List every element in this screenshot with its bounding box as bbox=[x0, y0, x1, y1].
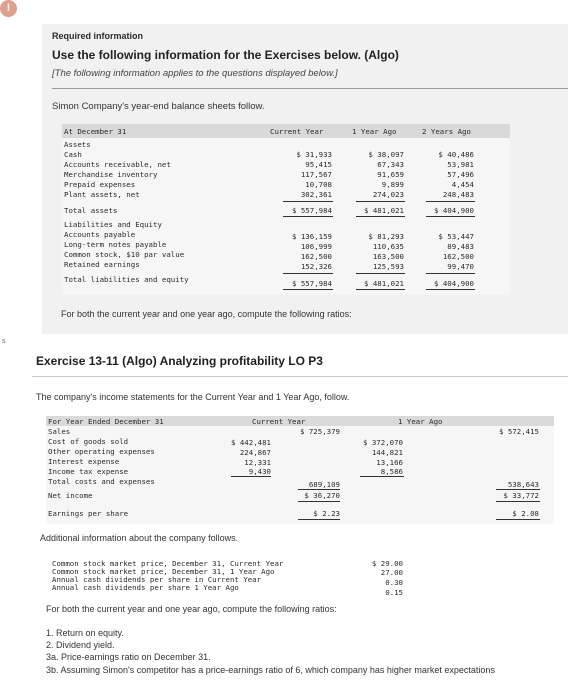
bs-plant-2yr: 248,483 bbox=[442, 190, 474, 199]
div-cur-label: Annual cash dividends per share in Current Year bbox=[52, 575, 262, 584]
price-1yr-value: 27.00 bbox=[380, 568, 403, 577]
bs-plant-cur: 302,361 bbox=[300, 190, 332, 199]
bs-common-label: Common stock, $10 par value bbox=[64, 250, 185, 259]
bs-total-assets-2yr: $ 404,900 bbox=[433, 206, 474, 215]
bs-ar-label: Accounts receivable, net bbox=[64, 160, 171, 169]
is-opex-cur: 224,867 bbox=[239, 448, 271, 457]
exercise-title: Exercise 13-11 (Algo) Analyzing profitability LO P3 bbox=[36, 354, 323, 368]
bs-total-assets-cur: $ 557,984 bbox=[291, 206, 332, 215]
bs-underline bbox=[283, 273, 333, 274]
bs-ar-1yr: 67,343 bbox=[377, 160, 404, 169]
is-total-costs-label: Total costs and expenses bbox=[48, 477, 155, 486]
bs-col-current: Current Year bbox=[270, 127, 324, 136]
edge-marker: s bbox=[2, 338, 6, 345]
is-opex-1yr: 144,821 bbox=[371, 448, 403, 457]
bs-underline bbox=[283, 201, 333, 202]
bs-ap-1yr: $ 81,293 bbox=[368, 232, 404, 241]
is-eps-label: Earnings per share bbox=[48, 509, 129, 518]
bs-inv-2yr: 57,496 bbox=[447, 170, 474, 179]
is-head-label: For Year Ended December 31 bbox=[48, 417, 164, 426]
bs-common-cur: 162,500 bbox=[300, 252, 332, 261]
bs-assets-heading: Assets bbox=[64, 140, 91, 149]
is-total-costs-1yr: 538,643 bbox=[507, 480, 539, 489]
is-net-income-1yr: $ 33,772 bbox=[503, 491, 539, 500]
bs-col-2yr: 2 Years Ago bbox=[422, 127, 471, 136]
bs-retained-1yr: 125,593 bbox=[372, 262, 404, 271]
is-underline bbox=[360, 476, 404, 477]
is-underline bbox=[298, 501, 340, 502]
required-info-label: Required information bbox=[52, 31, 144, 41]
bs-underline bbox=[356, 273, 405, 274]
bs-underline bbox=[426, 201, 475, 202]
bs-retained-cur: 152,326 bbox=[300, 262, 332, 271]
bs-plant-label: Plant assets, net bbox=[64, 190, 140, 199]
is-cogs-cur: $ 442,481 bbox=[230, 438, 271, 447]
bs-total-le-label: Total liabilities and equity bbox=[64, 275, 189, 284]
bs-ap-2yr: $ 53,447 bbox=[438, 232, 474, 241]
bs-total-le-1yr: $ 481,021 bbox=[363, 279, 404, 288]
bs-total-le-cur: $ 557,984 bbox=[291, 279, 332, 288]
additional-info-heading: Additional information about the company follows. bbox=[40, 533, 239, 543]
bs-cash-cur: $ 31,933 bbox=[296, 150, 332, 159]
is-underline bbox=[298, 519, 340, 520]
question-3b: 3b. Assuming Simon's competitor has a price-earnings ratio of 6, which company has higher market expectations bbox=[46, 665, 495, 675]
is-underline bbox=[496, 519, 540, 520]
instructions-note: [The following information applies to the questions displayed below.] bbox=[52, 68, 338, 79]
bs-inv-label: Merchandise inventory bbox=[64, 170, 158, 179]
price-1yr-label: Common stock market price, December 31, 1 Year Ago bbox=[52, 567, 275, 576]
bs-ar-cur: 95,415 bbox=[305, 160, 332, 169]
bs-inv-cur: 117,567 bbox=[300, 170, 332, 179]
bs-prepaid-2yr: 4,454 bbox=[451, 180, 474, 189]
is-interest-cur: 12,331 bbox=[244, 458, 271, 467]
bs-plant-1yr: 274,023 bbox=[372, 190, 404, 199]
bs-total-le-2yr: $ 404,900 bbox=[433, 279, 474, 288]
bs-notes-1yr: 110,635 bbox=[372, 242, 404, 251]
is-sales-label: Sales bbox=[48, 427, 71, 436]
exercise-intro: The company's income statements for the Current Year and 1 Year Ago, follow. bbox=[36, 392, 350, 402]
is-underline bbox=[496, 489, 540, 490]
bs-total-assets-label: Total assets bbox=[64, 206, 118, 215]
is-underline bbox=[231, 476, 271, 477]
div-1yr-label: Annual cash dividends per share 1 Year Ago bbox=[52, 583, 239, 592]
bs-total-assets-1yr: $ 481,021 bbox=[363, 206, 404, 215]
bs-underline bbox=[426, 216, 475, 217]
price-cur-label: Common stock market price, December 31, Current Year bbox=[52, 559, 284, 568]
is-sales-1yr: $ 572,415 bbox=[498, 427, 539, 436]
instructions-heading: Use the following information for the Exercises below. (Algo) bbox=[52, 48, 399, 62]
questions-prompt: For both the current year and one year ago, compute the following ratios: bbox=[46, 604, 337, 614]
bs-prepaid-1yr: 9,899 bbox=[381, 180, 404, 189]
is-net-income-cur: $ 36,270 bbox=[304, 491, 340, 500]
question-2: 2. Dividend yield. bbox=[46, 640, 115, 650]
bs-notes-label: Long-term notes payable bbox=[64, 240, 167, 249]
is-net-income-label: Net income bbox=[48, 491, 93, 500]
balance-sheet-intro: Simon Company's year-end balance sheets follow. bbox=[52, 101, 265, 112]
is-eps-1yr: $ 2.08 bbox=[512, 509, 539, 518]
bs-inv-1yr: 91,659 bbox=[377, 170, 404, 179]
bs-cash-label: Cash bbox=[64, 150, 82, 159]
is-underline bbox=[298, 489, 340, 490]
is-interest-label: Interest expense bbox=[48, 457, 120, 466]
bs-notes-2yr: 89,483 bbox=[447, 242, 474, 251]
bs-underline bbox=[356, 289, 405, 290]
is-sales-cur: $ 725,379 bbox=[299, 427, 340, 436]
bs-ratios-prompt: For both the current year and one year ago, compute the following ratios: bbox=[61, 309, 352, 319]
bs-common-2yr: 162,500 bbox=[442, 252, 474, 261]
bs-underline bbox=[283, 289, 333, 290]
is-eps-cur: $ 2.23 bbox=[313, 509, 340, 518]
is-cogs-label: Cost of goods sold bbox=[48, 437, 129, 446]
bs-ap-label: Accounts payable bbox=[64, 230, 136, 239]
bs-underline bbox=[283, 216, 333, 217]
bs-head-label: At December 31 bbox=[64, 127, 127, 136]
bs-cash-2yr: $ 40,486 bbox=[438, 150, 474, 159]
is-interest-1yr: 13,166 bbox=[376, 458, 403, 467]
is-tax-1yr: 8,586 bbox=[380, 467, 403, 476]
is-tax-cur: 9,430 bbox=[248, 467, 271, 476]
bs-underline bbox=[426, 273, 475, 274]
bs-notes-cur: 106,999 bbox=[300, 242, 332, 251]
bs-col-1yr: 1 Year Ago bbox=[352, 127, 397, 136]
is-col-1yr: 1 Year Ago bbox=[398, 417, 443, 426]
bs-prepaid-cur: 10,708 bbox=[305, 180, 332, 189]
bs-retained-label: Retained earnings bbox=[64, 260, 140, 269]
is-underline bbox=[496, 501, 540, 502]
alert-icon: ! bbox=[0, 0, 17, 17]
divider bbox=[52, 88, 568, 89]
bs-common-1yr: 163,500 bbox=[372, 252, 404, 261]
div-1yr-value: 0.15 bbox=[385, 588, 403, 597]
is-tax-label: Income tax expense bbox=[48, 467, 129, 476]
div-cur-value: 0.30 bbox=[385, 578, 403, 587]
bs-retained-2yr: 99,470 bbox=[447, 262, 474, 271]
price-cur-value: $ 29.00 bbox=[371, 559, 403, 568]
question-3a: 3a. Price-earnings ratio on December 31. bbox=[46, 652, 211, 662]
is-cogs-1yr: $ 372,070 bbox=[362, 438, 403, 447]
bs-underline bbox=[356, 201, 405, 202]
bs-underline bbox=[356, 216, 405, 217]
bs-underline bbox=[426, 289, 475, 290]
bs-ar-2yr: 53,981 bbox=[447, 160, 474, 169]
bs-prepaid-label: Prepaid expenses bbox=[64, 180, 136, 189]
bs-ap-cur: $ 136,159 bbox=[291, 232, 332, 241]
question-1: 1. Return on equity. bbox=[46, 628, 124, 638]
divider bbox=[32, 376, 568, 377]
bs-le-heading: Liabilities and Equity bbox=[64, 220, 162, 229]
bs-cash-1yr: $ 38,097 bbox=[368, 150, 404, 159]
is-col-current: Current Year bbox=[252, 417, 306, 426]
is-opex-label: Other operating expenses bbox=[48, 447, 155, 456]
is-total-costs-cur: 689,109 bbox=[308, 480, 340, 489]
